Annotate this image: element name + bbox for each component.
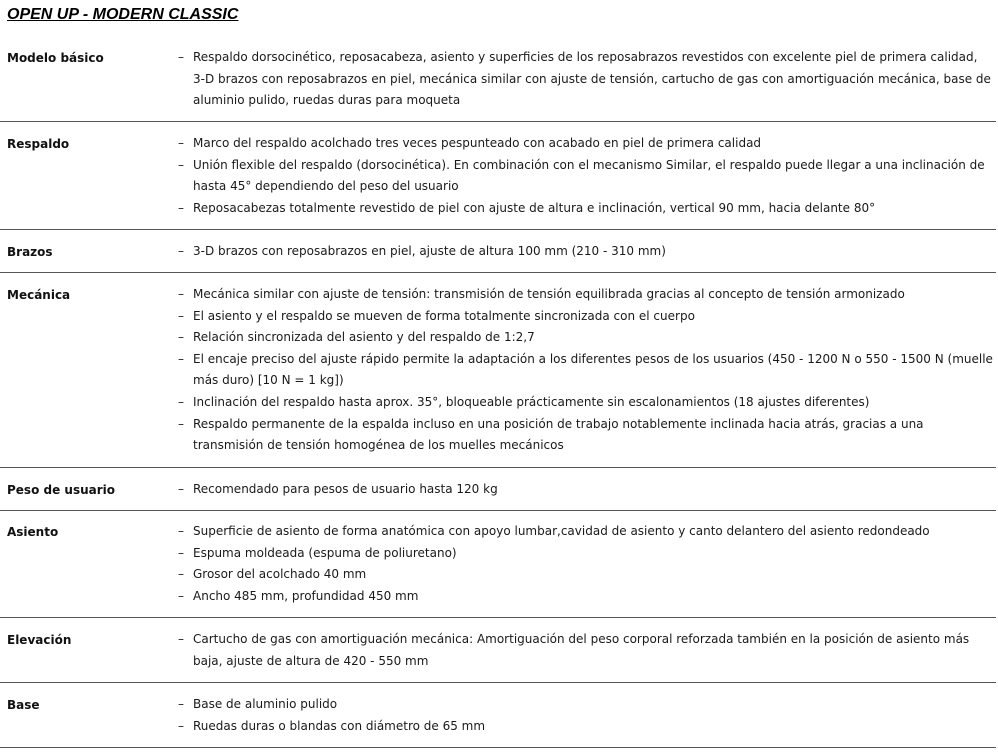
spec-item: – Respaldo permanente de la espalda incluso en una posición de trabajo notablemente inclinada hacia atrás, gracias a una transmisión de tensión homogénea de los muelles mecánicos: [178, 414, 993, 457]
spec-section-respaldo: [0, 133, 996, 230]
spec-item: – Grosor del acolchado 40 mm: [178, 564, 993, 586]
spec-item: – Ruedas duras o blandas con diámetro de 65 mm: [178, 716, 993, 738]
spec-list: [178, 694, 993, 737]
dash-icon: –: [178, 244, 184, 258]
dash-icon: –: [178, 157, 184, 172]
spec-section-mecanica: [0, 284, 996, 468]
spec-item: – Relación sincronizada del asiento y del respaldo de 1:2,7: [178, 327, 993, 349]
dash-icon: –: [178, 200, 184, 215]
dash-icon: –: [178, 351, 184, 366]
spec-list: [178, 241, 993, 263]
spec-list: [178, 284, 993, 457]
spec-item: – Unión flexible del respaldo (dorsocinética). En combinación con el mecanismo Similar, el respaldo puede llegar a una inclinación de hasta 45° dependiendo del peso del usuario: [178, 155, 993, 198]
spec-item: – Inclinación del respaldo hasta aprox. 35°, bloqueable prácticamente sin escalonamientos (18 ajustes diferentes): [178, 392, 993, 414]
dash-icon: –: [178, 524, 184, 538]
spec-section-elevacion: [0, 629, 996, 683]
dash-icon: –: [178, 588, 184, 603]
dash-icon: –: [178, 482, 184, 496]
spec-item: – El asiento y el respaldo se mueven de forma totalmente sincronizada con el cuerpo: [178, 306, 993, 328]
dash-icon: –: [178, 308, 184, 323]
spec-item: – 3-D brazos con reposabrazos en piel, ajuste de altura 100 mm (210 - 310 mm): [178, 241, 993, 263]
section-label: Base: [7, 698, 40, 712]
spec-item: – El encaje preciso del ajuste rápido permite la adaptación a los diferentes pesos de los usuarios (450 - 1200 N o 550 - 1500 N (muelle más duro) [10 N = 1 kg]): [178, 349, 993, 392]
spec-section-base: [0, 694, 996, 748]
spec-item: – Base de aluminio pulido: [178, 694, 993, 716]
spec-list: [178, 47, 993, 112]
spec-section-modelo-basico: [0, 47, 996, 122]
section-label: Peso de usuario: [7, 483, 116, 497]
spec-list: [178, 629, 993, 672]
dash-icon: –: [178, 718, 184, 733]
dash-icon: –: [178, 50, 184, 64]
spec-list: [178, 133, 993, 219]
dash-icon: –: [178, 287, 184, 301]
spec-list: [178, 521, 993, 607]
spec-item: – Ancho 485 mm, profundidad 450 mm: [178, 586, 993, 608]
spec-section-asiento: [0, 521, 996, 618]
section-label: Mecánica: [7, 288, 71, 302]
dash-icon: –: [178, 567, 184, 582]
dash-icon: –: [178, 632, 184, 646]
dash-icon: –: [178, 330, 184, 345]
dash-icon: –: [178, 416, 184, 431]
spec-list: [178, 479, 993, 501]
section-label: Respaldo: [7, 137, 70, 151]
section-label: Asiento: [7, 525, 59, 539]
spec-item: – Espuma moldeada (espuma de poliuretano): [178, 543, 993, 565]
dash-icon: –: [178, 697, 184, 711]
dash-icon: –: [178, 136, 184, 150]
document-title: OPEN UP - MODERN CLASSIC: [7, 6, 239, 23]
spec-item: – Superficie de asiento de forma anatómica con apoyo lumbar,cavidad de asiento y canto delantero del asiento redondeado: [178, 521, 993, 543]
spec-item: – Cartucho de gas con amortiguación mecánica: Amortiguación del peso corporal reforzada también en la posición de asiento más baja, ajuste de altura de 420 - 550 mm: [178, 629, 993, 672]
spec-item: – Mecánica similar con ajuste de tensión: transmisión de tensión equilibrada gracias al concepto de tensión armonizado: [178, 284, 993, 306]
section-label: Brazos: [7, 245, 53, 259]
spec-section-brazos: [0, 241, 996, 273]
dash-icon: –: [178, 394, 184, 409]
spec-section-peso-de-usuario: [0, 479, 996, 511]
section-label: Modelo básico: [7, 51, 104, 65]
spec-item: – Marco del respaldo acolchado tres veces pespunteado con acabado en piel de primera calidad: [178, 133, 993, 155]
dash-icon: –: [178, 545, 184, 560]
spec-item: – Respaldo dorsocinético, reposacabeza, asiento y superficies de los reposabrazos revestidos con excelente piel de primera calidad, 3-D brazos con reposabrazos en piel, mecánica similar con ajuste de tensión, cartucho de gas con amortiguación mecánica, base de aluminio pulido, ruedas duras para moqueta: [178, 47, 993, 112]
section-label: Elevación: [7, 633, 72, 647]
spec-item: – Recomendado para pesos de usuario hasta 120 kg: [178, 479, 993, 501]
spec-item: – Reposacabezas totalmente revestido de piel con ajuste de altura e inclinación, vertical 90 mm, hacia delante 80°: [178, 198, 993, 220]
